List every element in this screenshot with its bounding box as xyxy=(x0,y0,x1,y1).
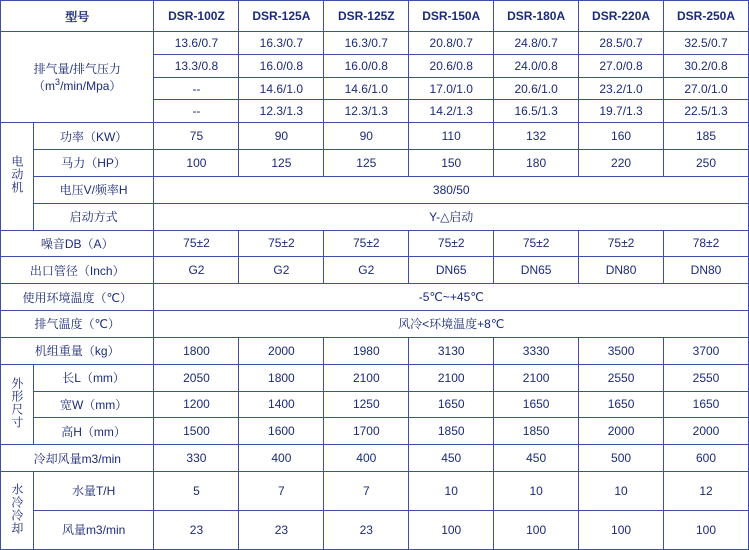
table-row-exhaust-temp xyxy=(1,311,749,338)
cell-flow-1-4: 24.8/0.7 xyxy=(494,32,579,55)
cell-width-6: 1650 xyxy=(664,391,749,418)
cell-power-hp-1: 125 xyxy=(239,150,324,177)
cell-fan-flow-5: 100 xyxy=(579,510,664,549)
header-model-label: 型号 xyxy=(1,1,154,32)
group-label-water-cooling: 水冷冷却 xyxy=(1,472,34,550)
cell-cooling-air-2: 400 xyxy=(324,445,409,472)
cell-width-1: 1400 xyxy=(239,391,324,418)
cell-power-kw-0: 75 xyxy=(154,123,239,150)
cell-outlet-4: DN65 xyxy=(494,257,579,284)
row-label-fan-flow: 风量m3/min xyxy=(33,510,154,549)
cell-start-mode-value: Y-△启动 xyxy=(154,203,749,230)
cell-length-1: 1800 xyxy=(239,364,324,391)
cell-flow-1-3: 20.8/0.7 xyxy=(409,32,494,55)
flow-label-line2: $(m^3/\min/Mpa)$ xyxy=(33,77,122,94)
cell-flow-1-2: 16.3/0.7 xyxy=(324,32,409,55)
cell-power-hp-3: 150 xyxy=(409,150,494,177)
cell-fan-flow-2: 23 xyxy=(324,510,409,549)
table-row-weight xyxy=(1,337,749,364)
cell-weight-4: 3330 xyxy=(494,337,579,364)
row-label-voltage: 电压V/频率H xyxy=(33,176,154,203)
cell-outlet-2: G2 xyxy=(324,257,409,284)
row-label-power-kw: 功率（KW） xyxy=(33,123,154,150)
row-label-weight: 机组重量（kg） xyxy=(1,337,154,364)
cell-cooling-air-1: 400 xyxy=(239,445,324,472)
row-label-start-mode: 启动方式 xyxy=(33,203,154,230)
cell-height-6: 2000 xyxy=(664,418,749,445)
row-label-water-flow: 水量T/H xyxy=(33,472,154,511)
table-row-height xyxy=(1,418,749,445)
cell-weight-6: 3700 xyxy=(664,337,749,364)
cell-cooling-air-4: 450 xyxy=(494,445,579,472)
cell-flow-2-6: 30.2/0.8 xyxy=(664,54,749,77)
cell-flow-2-0: 13.3/0.8 xyxy=(154,54,239,77)
row-label-length: 长L（mm） xyxy=(33,364,154,391)
cell-weight-5: 3500 xyxy=(579,337,664,364)
cell-noise-1: 75±2 xyxy=(239,230,324,257)
cell-length-5: 2550 xyxy=(579,364,664,391)
cell-flow-3-1: 14.6/1.0 xyxy=(239,77,324,100)
cell-noise-6: 78±2 xyxy=(664,230,749,257)
cell-cooling-air-6: 600 xyxy=(664,445,749,472)
cell-length-4: 2100 xyxy=(494,364,579,391)
row-label-exhaust-temp: 排气温度（℃） xyxy=(1,311,154,338)
table-row-fan-flow xyxy=(1,510,749,549)
table-row-width xyxy=(1,391,749,418)
table-header-row xyxy=(1,1,749,32)
cell-flow-4-2: 12.3/1.3 xyxy=(324,100,409,123)
cell-water-flow-6: 12 xyxy=(664,472,749,511)
cell-height-1: 1600 xyxy=(239,418,324,445)
cell-flow-4-3: 14.2/1.3 xyxy=(409,100,494,123)
cell-water-flow-0: 5 xyxy=(154,472,239,511)
group-label-dimensions: 外形尺寸 xyxy=(1,364,34,444)
table-row-voltage xyxy=(1,176,749,203)
cell-flow-2-4: 24.0/0.8 xyxy=(494,54,579,77)
cell-fan-flow-4: 100 xyxy=(494,510,579,549)
cell-water-flow-2: 7 xyxy=(324,472,409,511)
cell-weight-2: 1980 xyxy=(324,337,409,364)
cell-length-6: 2550 xyxy=(664,364,749,391)
table-row-cooling-air xyxy=(1,445,749,472)
table-row-start-mode xyxy=(1,203,749,230)
cell-height-5: 2000 xyxy=(579,418,664,445)
cell-outlet-1: G2 xyxy=(239,257,324,284)
cell-flow-3-6: 27.0/1.0 xyxy=(664,77,749,100)
cell-flow-4-4: 16.5/1.3 xyxy=(494,100,579,123)
cell-flow-1-6: 32.5/0.7 xyxy=(664,32,749,55)
cell-weight-0: 1800 xyxy=(154,337,239,364)
cell-noise-5: 75±2 xyxy=(579,230,664,257)
cell-outlet-5: DN80 xyxy=(579,257,664,284)
cell-flow-3-5: 23.2/1.0 xyxy=(579,77,664,100)
header-model-3: DSR-150A xyxy=(409,1,494,32)
cell-exhaust-temp-value: 风冷<环境温度+8℃ xyxy=(154,311,749,338)
cell-height-4: 1850 xyxy=(494,418,579,445)
cell-flow-2-3: 20.6/0.8 xyxy=(409,54,494,77)
cell-flow-4-0: -- xyxy=(154,100,239,123)
cell-power-kw-2: 90 xyxy=(324,123,409,150)
cell-flow-3-2: 14.6/1.0 xyxy=(324,77,409,100)
cell-power-hp-4: 180 xyxy=(494,150,579,177)
cell-outlet-3: DN65 xyxy=(409,257,494,284)
cell-power-kw-3: 110 xyxy=(409,123,494,150)
header-model-0: DSR-100Z xyxy=(154,1,239,32)
row-label-flow xyxy=(1,32,154,123)
cell-power-kw-5: 160 xyxy=(579,123,664,150)
cell-length-3: 2100 xyxy=(409,364,494,391)
cell-power-kw-6: 185 xyxy=(664,123,749,150)
cell-flow-1-0: 13.6/0.7 xyxy=(154,32,239,55)
cell-flow-2-1: 16.0/0.8 xyxy=(239,54,324,77)
table-row-power-kw xyxy=(1,123,749,150)
cell-noise-4: 75±2 xyxy=(494,230,579,257)
cell-flow-1-1: 16.3/0.7 xyxy=(239,32,324,55)
header-model-1: DSR-125A xyxy=(239,1,324,32)
cell-flow-4-5: 19.7/1.3 xyxy=(579,100,664,123)
cell-flow-4-6: 22.5/1.3 xyxy=(664,100,749,123)
cell-noise-2: 75±2 xyxy=(324,230,409,257)
header-model-4: DSR-180A xyxy=(494,1,579,32)
flow-label-line1: 排气量/排气压力 xyxy=(33,62,121,77)
cell-weight-3: 3130 xyxy=(409,337,494,364)
cell-cooling-air-3: 450 xyxy=(409,445,494,472)
table-row-noise xyxy=(1,230,749,257)
cell-noise-3: 75±2 xyxy=(409,230,494,257)
cell-noise-0: 75±2 xyxy=(154,230,239,257)
row-label-outlet: 出口管径（Inch） xyxy=(1,257,154,284)
cell-voltage-value: 380/50 xyxy=(154,176,749,203)
cell-weight-1: 2000 xyxy=(239,337,324,364)
row-label-cooling-air: 冷却风量m3/min xyxy=(1,445,154,472)
table-row-flow-1 xyxy=(1,32,749,55)
row-label-height: 高H（mm） xyxy=(33,418,154,445)
row-label-env-temp: 使用环境温度（℃） xyxy=(1,284,154,311)
cell-width-2: 1250 xyxy=(324,391,409,418)
cell-power-kw-4: 132 xyxy=(494,123,579,150)
table-row-env-temp xyxy=(1,284,749,311)
row-label-noise: 噪音DB（A） xyxy=(1,230,154,257)
cell-water-flow-4: 10 xyxy=(494,472,579,511)
row-label-power-hp: 马力（HP） xyxy=(33,150,154,177)
cell-power-kw-1: 90 xyxy=(239,123,324,150)
cell-cooling-air-0: 330 xyxy=(154,445,239,472)
cell-fan-flow-6: 100 xyxy=(664,510,749,549)
cell-width-4: 1650 xyxy=(494,391,579,418)
table-row-power-hp xyxy=(1,150,749,177)
cell-flow-2-2: 16.0/0.8 xyxy=(324,54,409,77)
cell-cooling-air-5: 500 xyxy=(579,445,664,472)
group-label-motor: 电动机 xyxy=(1,123,34,230)
cell-water-flow-1: 7 xyxy=(239,472,324,511)
cell-water-flow-5: 10 xyxy=(579,472,664,511)
cell-flow-3-0: -- xyxy=(154,77,239,100)
cell-width-5: 1650 xyxy=(579,391,664,418)
cell-power-hp-2: 125 xyxy=(324,150,409,177)
cell-height-3: 1850 xyxy=(409,418,494,445)
row-label-width: 宽W（mm） xyxy=(33,391,154,418)
header-model-6: DSR-250A xyxy=(664,1,749,32)
table-row-water-flow xyxy=(1,472,749,511)
cell-outlet-0: G2 xyxy=(154,257,239,284)
table-row-length xyxy=(1,364,749,391)
header-model-2: DSR-125Z xyxy=(324,1,409,32)
cell-power-hp-5: 220 xyxy=(579,150,664,177)
cell-outlet-6: DN80 xyxy=(664,257,749,284)
header-model-5: DSR-220A xyxy=(579,1,664,32)
table-row-outlet xyxy=(1,257,749,284)
cell-flow-1-5: 28.5/0.7 xyxy=(579,32,664,55)
cell-flow-3-3: 17.0/1.0 xyxy=(409,77,494,100)
cell-water-flow-3: 10 xyxy=(409,472,494,511)
cell-fan-flow-1: 23 xyxy=(239,510,324,549)
cell-height-0: 1500 xyxy=(154,418,239,445)
cell-power-hp-0: 100 xyxy=(154,150,239,177)
cell-width-0: 1200 xyxy=(154,391,239,418)
cell-width-3: 1650 xyxy=(409,391,494,418)
cell-env-temp-value: -5℃~+45℃ xyxy=(154,284,749,311)
cell-length-0: 2050 xyxy=(154,364,239,391)
cell-length-2: 2100 xyxy=(324,364,409,391)
cell-flow-2-5: 27.0/0.8 xyxy=(579,54,664,77)
cell-fan-flow-0: 23 xyxy=(154,510,239,549)
cell-fan-flow-3: 100 xyxy=(409,510,494,549)
cell-flow-4-1: 12.3/1.3 xyxy=(239,100,324,123)
cell-power-hp-6: 250 xyxy=(664,150,749,177)
cell-height-2: 1700 xyxy=(324,418,409,445)
cell-flow-3-4: 20.6/1.0 xyxy=(494,77,579,100)
